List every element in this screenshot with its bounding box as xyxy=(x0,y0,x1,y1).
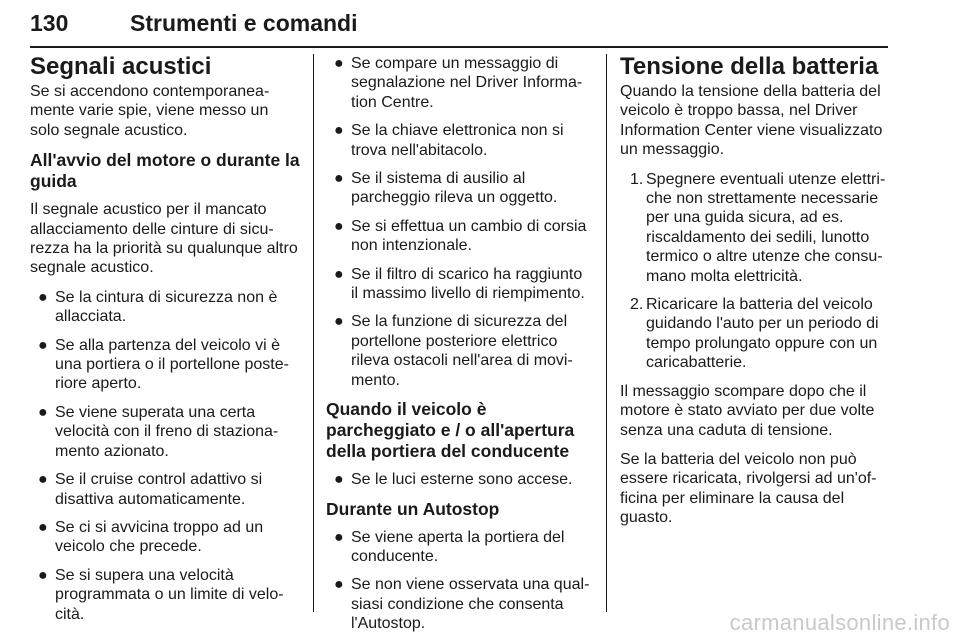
bullet-list xyxy=(326,470,592,489)
bullet-icon: ● xyxy=(334,55,344,72)
header-rule xyxy=(30,46,888,48)
bullet-icon: ● xyxy=(38,336,48,354)
list-item-text: Se la funzione di sicurezza del portellone posteriore elettrico rileva ostacoli nell'area di movimento. xyxy=(351,313,573,389)
list-item-text: Se la chiave elettronica non si trova nell'abitacolo. xyxy=(351,122,564,159)
list-item-text: Se il filtro di scarico ha raggiunto il massimo livello di riempimento. xyxy=(351,265,585,303)
battery-intro-paragraph: Quando la tensione della batteria del veicolo è troppo bassa, nel Driver Information Center viene visualizzato un messaggio. xyxy=(620,83,883,159)
bullet-icon: ● xyxy=(334,313,344,331)
list-item xyxy=(30,403,300,461)
step-item xyxy=(620,295,888,373)
list-item xyxy=(30,470,300,509)
bullet-icon: ● xyxy=(334,576,344,594)
list-item xyxy=(326,217,592,256)
bullet-icon: ● xyxy=(334,528,344,546)
heading-acoustic-signals: Segnali acustici xyxy=(30,53,212,80)
list-item-text: Se non viene osservata una qualsiasi condizione che consenta l'Autostop. xyxy=(351,576,590,633)
section-title: Strumenti e comandi xyxy=(130,10,358,36)
list-item xyxy=(30,336,300,394)
subheading-autostop: Durante un Autostop xyxy=(326,498,500,519)
list-item xyxy=(326,265,592,304)
list-item-text: Se compare un messaggio di segnalazione nel Driver Information Centre. xyxy=(351,55,583,111)
page-header xyxy=(30,2,888,48)
intro-paragraph: Se si accendono contemporaneamente varie spie, viene messo un solo segnale acustico. xyxy=(30,83,270,139)
list-item-text: Se la cintura di sicurezza non è allacciata. xyxy=(55,288,278,326)
subheading-parked: Quando il veicolo è parcheggiato e / o all'apertura della portiera del conducente xyxy=(326,399,575,462)
step-text: Spegnere eventuali utenze elettriche non strettamente necessarie per una guida sicura, ad es. riscaldamento dei sedili, lunotto termico o altre utenze che consumano molta elettricità. xyxy=(646,170,886,285)
list-item xyxy=(326,575,592,633)
bullet-icon: ● xyxy=(334,471,344,489)
step-item xyxy=(620,170,888,286)
list-item-text: Se si supera una velocità programmata o un limite di velocità. xyxy=(55,566,284,623)
step-text: Ricaricare la batteria del veicolo guidando l'auto per un periodo di tempo prolungato oppure con un caricabatterie. xyxy=(646,296,879,372)
bullet-icon: ● xyxy=(334,122,344,140)
list-item-text: Se ci si avvicina troppo ad un veicolo che precede. xyxy=(55,518,264,556)
bullet-list xyxy=(326,528,592,634)
bullet-icon: ● xyxy=(38,471,48,489)
column-1 xyxy=(30,54,300,633)
list-item-text: Se viene aperta la portiera del conducente. xyxy=(351,528,565,565)
list-item-text: Se il cruise control adattivo si disattiva automaticamente. xyxy=(55,471,263,508)
bullet-icon: ● xyxy=(334,265,344,283)
bullet-icon: ● xyxy=(38,403,48,421)
list-item-text: Se le luci esterne sono accese. xyxy=(351,471,573,489)
list-item xyxy=(326,470,592,489)
numbered-steps xyxy=(620,170,888,373)
list-item xyxy=(30,566,300,624)
column-divider-1 xyxy=(313,54,314,612)
step-number: 2. xyxy=(630,296,644,314)
column-3 xyxy=(620,54,888,538)
bullet-icon: ● xyxy=(38,566,48,584)
bullet-list xyxy=(30,288,300,624)
bullet-icon: ● xyxy=(334,170,344,188)
bullet-icon: ● xyxy=(38,288,48,306)
list-item-text: Se viene superata una certa velocità con il freno di stazionamento azionato. xyxy=(55,403,279,460)
bullet-list xyxy=(326,54,592,390)
bullet-icon: ● xyxy=(38,518,48,536)
list-item xyxy=(30,288,300,327)
list-item xyxy=(326,121,592,160)
message-disappears-paragraph: Il messaggio scompare dopo che il motore è stato avviato per due volte senza una caduta di tensione. xyxy=(620,382,875,439)
column-divider-2 xyxy=(606,54,607,612)
list-item-text: Se il sistema di ausilio al parcheggio rileva un oggetto. xyxy=(351,170,558,207)
list-item xyxy=(326,54,592,112)
seatbelt-paragraph: Il segnale acustico per il mancato allacciamento delle cinture di sicurezza ha la priorità su qualunque altro segnale acustico. xyxy=(30,201,298,277)
step-number: 1. xyxy=(630,170,644,188)
list-item-text: Se alla partenza del veicolo vi è una portiera o il portellone posteriore aperto. xyxy=(55,336,289,393)
subheading-engine-start: All'avvio del motore o durante la guida xyxy=(30,150,300,192)
heading-battery-voltage: Tensione della batteria xyxy=(620,53,879,80)
list-item xyxy=(326,169,592,208)
column-2 xyxy=(326,54,592,643)
workshop-paragraph: Se la batteria del veicolo non può essere ricaricata, rivolgersi ad un'officina per eliminare la causa del guasto. xyxy=(620,450,877,527)
page-number: 130 xyxy=(30,10,69,36)
list-item xyxy=(326,528,592,567)
watermark: carmanualsonline.info xyxy=(729,610,950,635)
list-item xyxy=(326,312,592,390)
list-item xyxy=(30,518,300,557)
bullet-icon: ● xyxy=(334,217,344,235)
list-item-text: Se si effettua un cambio di corsia non intenzionale. xyxy=(351,217,587,255)
